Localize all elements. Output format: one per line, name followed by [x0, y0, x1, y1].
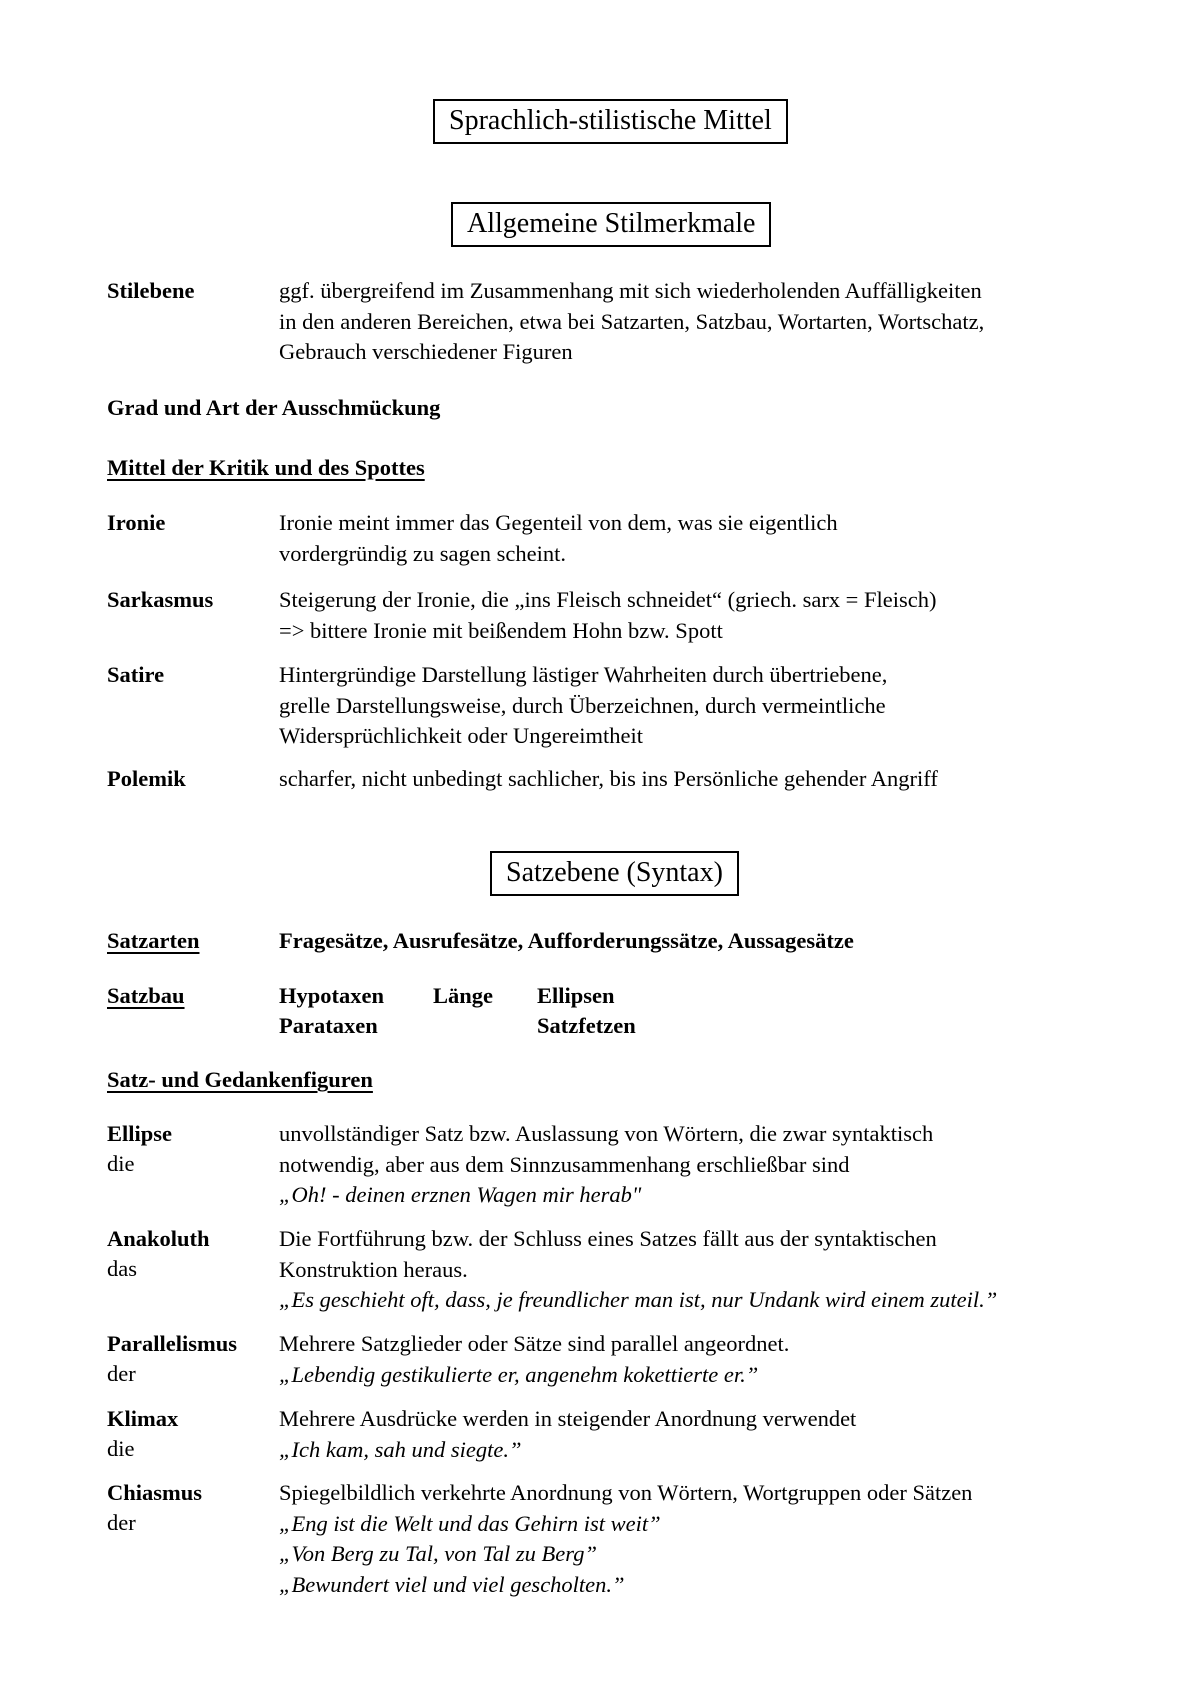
satzbau-satzfetzen: Satzfetzen	[537, 1013, 636, 1038]
anakoluth-term: Anakoluth	[107, 1226, 210, 1251]
sarkasmus-term: Sarkasmus	[107, 587, 214, 612]
parallelismus-term: Parallelismus	[107, 1331, 237, 1356]
sarkasmus-description	[279, 585, 937, 646]
ellipse-term: Ellipse	[107, 1121, 173, 1146]
anakoluth-description	[279, 1224, 997, 1316]
ellipse-example: „Oh! - deinen erznen Wagen mir herab"	[279, 1182, 642, 1207]
polemik-line: scharfer, nicht unbedingt sachlicher, bis ins Persönliche gehender Angriff	[279, 766, 938, 791]
klimax-article: die	[107, 1436, 135, 1461]
sarkasmus-line: => bittere Ironie mit beißendem Hohn bzw. Spott	[279, 617, 723, 643]
kritik-heading: Mittel der Kritik und des Spottes	[107, 455, 425, 480]
ellipse-description	[279, 1119, 933, 1211]
ellipse-article: die	[107, 1151, 135, 1176]
stilebene-line: in den anderen Bereichen, etwa bei Satzarten, Satzbau, Wortarten, Wortschatz,	[279, 308, 985, 334]
anakoluth-line: Konstruktion heraus.	[279, 1256, 468, 1282]
parallelismus-line: Mehrere Satzglieder oder Sätze sind parallel angeordnet.	[279, 1331, 790, 1356]
satzbau-ellipsen: Ellipsen	[537, 983, 615, 1008]
klimax-description	[279, 1404, 856, 1465]
satire-term: Satire	[107, 662, 165, 687]
chiasmus-article: der	[107, 1510, 136, 1535]
stilebene-line: ggf. übergreifend im Zusammenhang mit sich wiederholenden Auffälligkeiten	[279, 278, 982, 303]
satire-line: grelle Darstellungsweise, durch Überzeichnen, durch vermeintliche	[279, 692, 886, 718]
polemik-description	[279, 764, 938, 795]
ironie-line: vordergründig zu sagen scheint.	[279, 540, 567, 566]
grad-heading: Grad und Art der Ausschmückung	[107, 395, 441, 420]
stilebene-line: Gebrauch verschiedener Figuren	[279, 339, 573, 364]
syntax-section-title: Satzebene (Syntax)	[490, 851, 739, 896]
anakoluth-article: das	[107, 1256, 137, 1281]
general-section-title: Allgemeine Stilmerkmale	[451, 202, 771, 247]
klimax-example: „Ich kam, sah und siegte.”	[279, 1436, 522, 1462]
main-title: Sprachlich-stilistische Mittel	[433, 99, 788, 144]
anakoluth-example: „Es geschieht oft, dass, je freundlicher man ist, nur Undank wird einem zuteil.”	[279, 1287, 998, 1312]
chiasmus-example: „Bewundert viel und viel gescholten.”	[279, 1571, 625, 1597]
satire-description	[279, 660, 887, 752]
chiasmus-term: Chiasmus	[107, 1480, 203, 1505]
polemik-term: Polemik	[107, 766, 186, 791]
figuren-heading: Satz- und Gedankenfiguren	[107, 1067, 373, 1092]
parallelismus-example: „Lebendig gestikulierte er, angenehm kokettierte er.”	[279, 1361, 759, 1387]
ironie-term: Ironie	[107, 510, 166, 535]
satire-line: Hintergründige Darstellung lästiger Wahrheiten durch übertriebene,	[279, 662, 888, 687]
klimax-term: Klimax	[107, 1406, 179, 1431]
klimax-line: Mehrere Ausdrücke werden in steigender Anordnung verwendet	[279, 1406, 857, 1431]
ironie-description	[279, 508, 838, 569]
stilebene-description	[279, 276, 984, 368]
satire-line: Widersprüchlichkeit oder Ungereimtheit	[279, 723, 643, 748]
chiasmus-description	[279, 1478, 972, 1600]
satzbau-parataxen: Parataxen	[279, 1013, 378, 1038]
ellipse-line: notwendig, aber aus dem Sinnzusammenhang erschließbar sind	[279, 1151, 850, 1177]
stilebene-term: Stilebene	[107, 278, 195, 303]
satzarten-value: Fragesätze, Ausrufesätze, Aufforderungssätze, Aussagesätze	[279, 928, 854, 953]
anakoluth-line: Die Fortführung bzw. der Schluss eines Satzes fällt aus der syntaktischen	[279, 1226, 937, 1251]
chiasmus-line: Spiegelbildlich verkehrte Anordnung von Wörtern, Wortgruppen oder Sätzen	[279, 1480, 973, 1505]
parallelismus-article: der	[107, 1361, 136, 1386]
chiasmus-example: „Eng ist die Welt und das Gehirn ist weit”	[279, 1510, 661, 1536]
satzbau-laenge: Länge	[433, 983, 494, 1008]
sarkasmus-line: Steigerung der Ironie, die „ins Fleisch schneidet“ (griech. sarx = Fleisch)	[279, 587, 937, 612]
satzbau-hypotaxen: Hypotaxen	[279, 983, 385, 1008]
ironie-line: Ironie meint immer das Gegenteil von dem, was sie eigentlich	[279, 510, 838, 535]
parallelismus-description	[279, 1329, 789, 1390]
satzbau-label: Satzbau	[107, 983, 185, 1008]
chiasmus-example: „Von Berg zu Tal, von Tal zu Berg”	[279, 1541, 597, 1566]
ellipse-line: unvollständiger Satz bzw. Auslassung von Wörtern, die zwar syntaktisch	[279, 1121, 934, 1146]
satzarten-label: Satzarten	[107, 928, 200, 953]
